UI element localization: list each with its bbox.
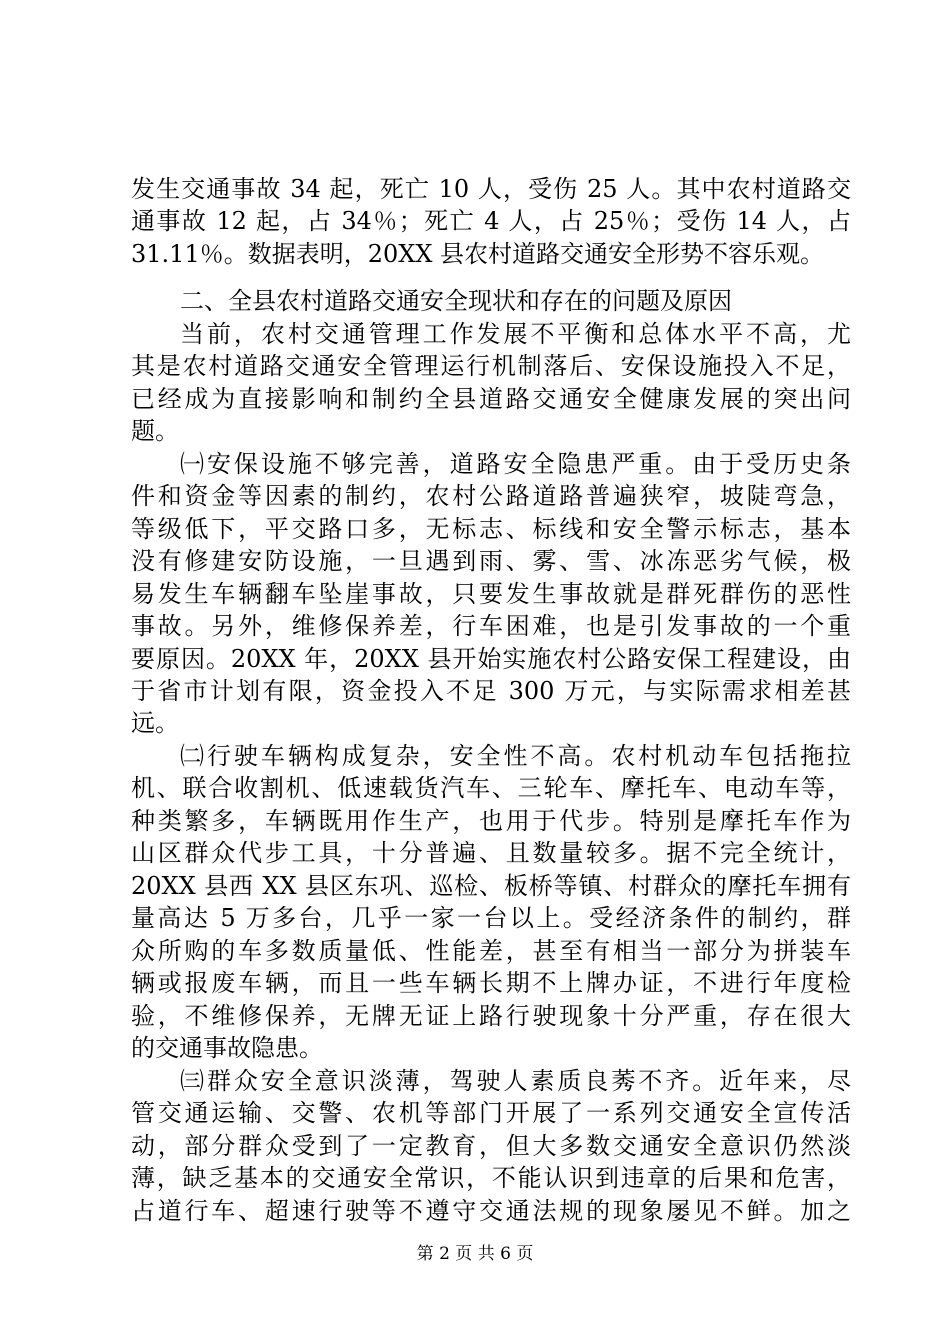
paragraph-line: 其是农村道路交通安全管理运行机制落后、安保设施投入不足， — [131, 352, 851, 380]
paragraph-line: 远。 — [131, 709, 179, 737]
paragraph-line: 没有修建安防设施，一旦遇到雨、雾、雪、冰冻恶劣气候，极 — [131, 547, 851, 575]
paragraph-line: ㈢群众安全意识淡薄，驾驶人素质良莠不齐。近年来，尽 — [180, 1067, 851, 1095]
paragraph-line: 已经成为直接影响和制约全县道路交通安全健康发展的突出问 — [131, 385, 851, 413]
page-footer: 第 2 页 共 6 页 — [416, 1244, 534, 1264]
paragraph-line: 事故。另外，维修保养差，行车困难，也是引发事故的一个重 — [131, 612, 851, 640]
paragraph-line: 辆或报废车辆，而且一些车辆长期不上牌办证，不进行年度检 — [131, 969, 851, 997]
paragraph-line: 当前，农村交通管理工作发展不平衡和总体水平不高，尤 — [180, 320, 851, 348]
paragraph-line: 件和资金等因素的制约，农村公路道路普遍狭窄，坡陡弯急， — [131, 482, 851, 510]
paragraph-line: 于省市计划有限，资金投入不足 300 万元，与实际需求相差甚 — [131, 677, 851, 705]
paragraph-line: 题。 — [131, 417, 179, 445]
paragraph-line: 验，不维修保养，无牌无证上路行驶现象十分严重，存在很大 — [131, 1002, 851, 1030]
paragraph-line: 等级低下，平交路口多，无标志、标线和安全警示标志，基本 — [131, 515, 851, 543]
paragraph-line: ㈠安保设施不够完善，道路安全隐患严重。由于受历史条 — [180, 450, 851, 478]
paragraph-line: 占道行车、超速行驶等不遵守交通法规的现象屡见不鲜。加之 — [131, 1197, 851, 1225]
paragraph-line: 发生交通事故 34 起，死亡 10 人，受伤 25 人。其中农村道路交 — [131, 175, 851, 203]
paragraph-line: 众所购的车多数质量低、性能差，甚至有相当一部分为拼装车 — [131, 937, 851, 965]
paragraph-line: 易发生车辆翻车坠崖事故，只要发生事故就是群死群伤的恶性 — [131, 580, 851, 608]
paragraph-line: 通事故 12 起，占 34％；死亡 4 人，占 25％；受伤 14 人，占 — [131, 207, 851, 235]
paragraph-line: ㈡行驶车辆构成复杂，安全性不高。农村机动车包括拖拉 — [180, 742, 851, 770]
paragraph-line: 机、联合收割机、低速载货汽车、三轮车、摩托车、电动车等， — [131, 774, 851, 802]
paragraph-line: 管交通运输、交警、农机等部门开展了一系列交通安全宣传活 — [131, 1099, 851, 1127]
paragraph-line: 31.11％。数据表明，20XX 县农村道路交通安全形势不容乐观。 — [131, 240, 825, 268]
paragraph-line: 20XX 县西 XX 县区东巩、巡检、板桥等镇、村群众的摩托车拥有 — [131, 872, 851, 900]
section-heading: 二、全县农村道路交通安全现状和存在的问题及原因 — [180, 287, 732, 315]
paragraph-line: 要原因。20XX 年，20XX 县开始实施农村公路安保工程建设，由 — [131, 645, 851, 673]
paragraph-line: 的交通事故隐患。 — [131, 1034, 323, 1062]
paragraph-line: 山区群众代步工具，十分普遍、且数量较多。据不完全统计， — [131, 839, 851, 867]
paragraph-line: 量高达 5 万多台，几乎一家一台以上。受经济条件的制约，群 — [131, 904, 851, 932]
paragraph-line: 种类繁多，车辆既用作生产，也用于代步。特别是摩托车作为 — [131, 807, 851, 835]
paragraph-line: 动，部分群众受到了一定教育，但大多数交通安全意识仍然淡 — [131, 1132, 851, 1160]
paragraph-line: 薄，缺乏基本的交通安全常识，不能认识到违章的后果和危害， — [131, 1164, 851, 1192]
